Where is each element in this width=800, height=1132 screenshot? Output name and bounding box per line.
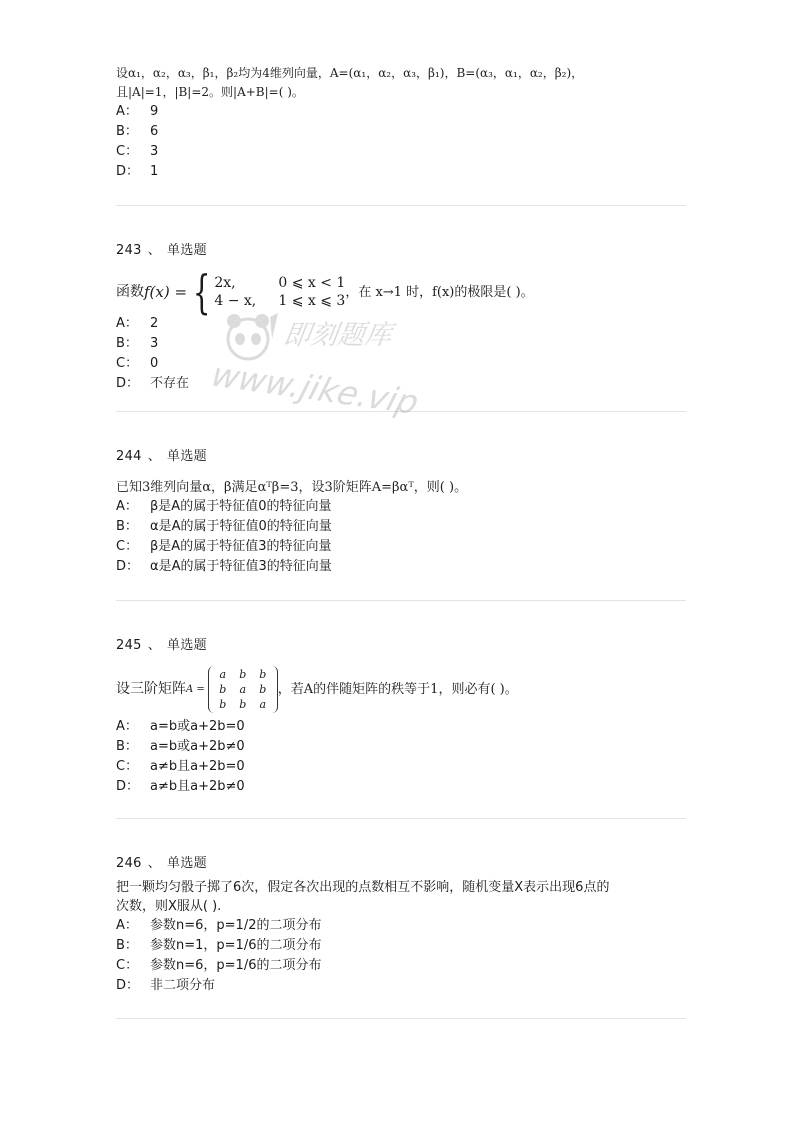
question-type: 单选题 [167,243,207,258]
divider [116,205,686,206]
watermark-brand: 即刻题库 [281,320,394,351]
question-245 [116,637,686,797]
matrix-body [208,666,278,713]
question-number: 246 [116,856,142,871]
option-c: C： 0 [116,356,159,371]
question-stem-line1: 设α₁，α₂，α₃，β₁，β₂均为4维列向量，A=(α₁，α₂，α₃，β₁)，B=(α₃，α₁，α₂，β₂)， [116,66,584,80]
divider [116,600,686,601]
question-stem-line1: 把一颗均匀骰子掷了6次，假定各次出现的点数相互不影响，随机变量X表示出现6点的 [116,880,610,895]
watermark-url: www.jike.vip [207,355,424,422]
matrix-row: b b a [219,697,267,711]
question-sep: 、 [147,243,162,258]
question-stem: 已知3维列向量α，β满足αᵀβ=3，设3阶矩阵A=βαᵀ，则( )。 [116,480,468,495]
question-type: 单选题 [167,638,207,653]
option-a: A： β是A的属于特征值0的特征向量 [116,499,332,514]
stem-suffix: ，若A的伴随矩阵的秩等于1，则必有( )。 [277,681,518,697]
option-c: C： a≠b且a+2b=0 [116,759,245,774]
divider [116,1018,686,1019]
matrix-label: A = [186,683,205,695]
option-b: B： 6 [116,124,159,139]
stem-suffix: ，在 x→1 时，f(x)的极限是( )。 [345,284,534,300]
question-stem-line2: 且|A|=1，|B|=2。则|A+B|=( )。 [116,85,304,99]
watermark [207,305,424,425]
option-b: B： 参数n=1，p=1/6的二项分布 [116,938,322,953]
piecewise-row: 4 − x, 1 ⩽ x ⩽ 3 [214,293,346,309]
option-d: D： 非二项分布 [116,978,216,993]
option-c: C： 3 [116,144,159,159]
option-b: B： 3 [116,336,159,351]
stem-prefix: 函数 [116,283,144,300]
option-d: D： α是A的属于特征值3的特征向量 [116,559,332,574]
question-type: 单选题 [167,449,207,464]
option-c: C： 参数n=6，p=1/6的二项分布 [116,958,322,973]
function-label: f(x) = [144,282,188,301]
question-244 [116,448,686,577]
divider [116,818,686,819]
matrix-row: a b b [219,667,267,681]
question-header [116,448,686,466]
option-b: B： a=b或a+2b≠0 [116,739,245,754]
question-sep: 、 [147,449,162,464]
option-a: A： 参数n=6，p=1/2的二项分布 [116,918,322,933]
question-246 [116,855,686,996]
question-header [116,855,686,873]
option-a: A： a=b或a+2b=0 [116,719,245,734]
option-d: D： 不存在 [116,376,190,391]
question-sep: 、 [147,856,162,871]
question-stem-line2: 次数，则X服从( ). [116,899,222,914]
question-stem [116,661,686,717]
option-d: D： 1 [116,164,159,179]
question-header [116,242,686,260]
option-c: C： β是A的属于特征值3的特征向量 [116,539,332,554]
question-number: 245 [116,638,142,653]
question-number: 244 [116,449,142,464]
left-brace-icon: { [192,265,211,319]
question-number: 243 [116,243,142,258]
option-d: D： a≠b且a+2b≠0 [116,779,245,794]
question-type: 单选题 [167,856,207,871]
question-sep: 、 [147,638,162,653]
question-242 [116,64,686,182]
piecewise-row: 2x, 0 ⩽ x < 1 [214,275,346,291]
stem-prefix: 设三阶矩阵 [116,680,186,697]
matrix-row: b a b [219,682,267,696]
option-a: A： 2 [116,316,159,331]
option-a: A： 9 [116,104,159,119]
matrix [186,666,278,713]
option-b: B： α是A的属于特征值0的特征向量 [116,519,332,534]
question-header [116,637,686,655]
